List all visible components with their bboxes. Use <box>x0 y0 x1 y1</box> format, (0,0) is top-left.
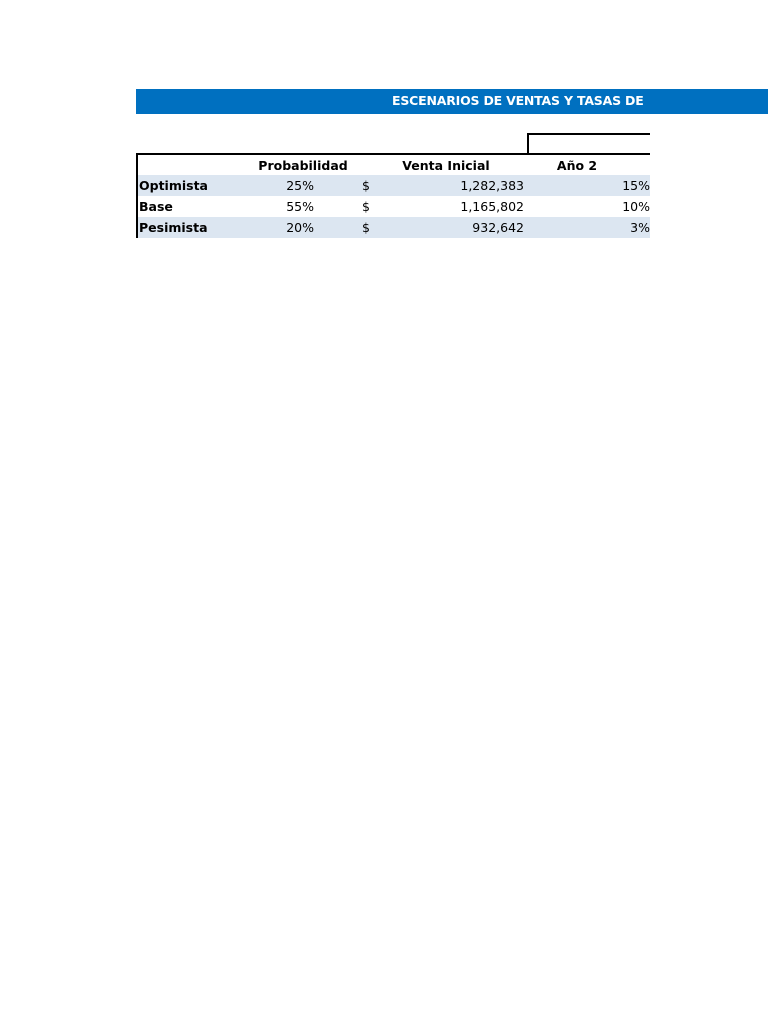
sheet-title: ESCENARIOS DE VENTAS Y TASAS DE <box>392 93 644 108</box>
scenario-name: Optimista <box>139 178 208 193</box>
probability-value: 55% <box>286 199 314 214</box>
currency-symbol: $ <box>362 199 370 214</box>
currency-symbol: $ <box>362 178 370 193</box>
scenario-name: Base <box>139 199 173 214</box>
scenarios-table <box>136 153 650 238</box>
probability-value: 20% <box>286 220 314 235</box>
table-row-pesimista <box>138 217 650 238</box>
initial-sales-value: 1,282,383 <box>460 178 524 193</box>
column-group-header-box <box>527 133 650 155</box>
header-year-2: Año 2 <box>556 157 598 173</box>
table-row-optimista <box>138 175 650 196</box>
table-row-base <box>138 196 650 217</box>
probability-value: 25% <box>286 178 314 193</box>
year2-value: 3% <box>630 220 650 235</box>
header-probability: Probabilidad <box>258 157 348 173</box>
initial-sales-value: 1,165,802 <box>460 199 524 214</box>
year2-value: 10% <box>622 199 650 214</box>
scenario-name: Pesimista <box>139 220 208 235</box>
title-bar <box>136 89 768 114</box>
currency-symbol: $ <box>362 220 370 235</box>
year2-value: 15% <box>622 178 650 193</box>
header-initial-sales: Venta Inicial <box>402 157 490 173</box>
initial-sales-value: 932,642 <box>472 220 524 235</box>
table-header-row <box>138 155 650 175</box>
